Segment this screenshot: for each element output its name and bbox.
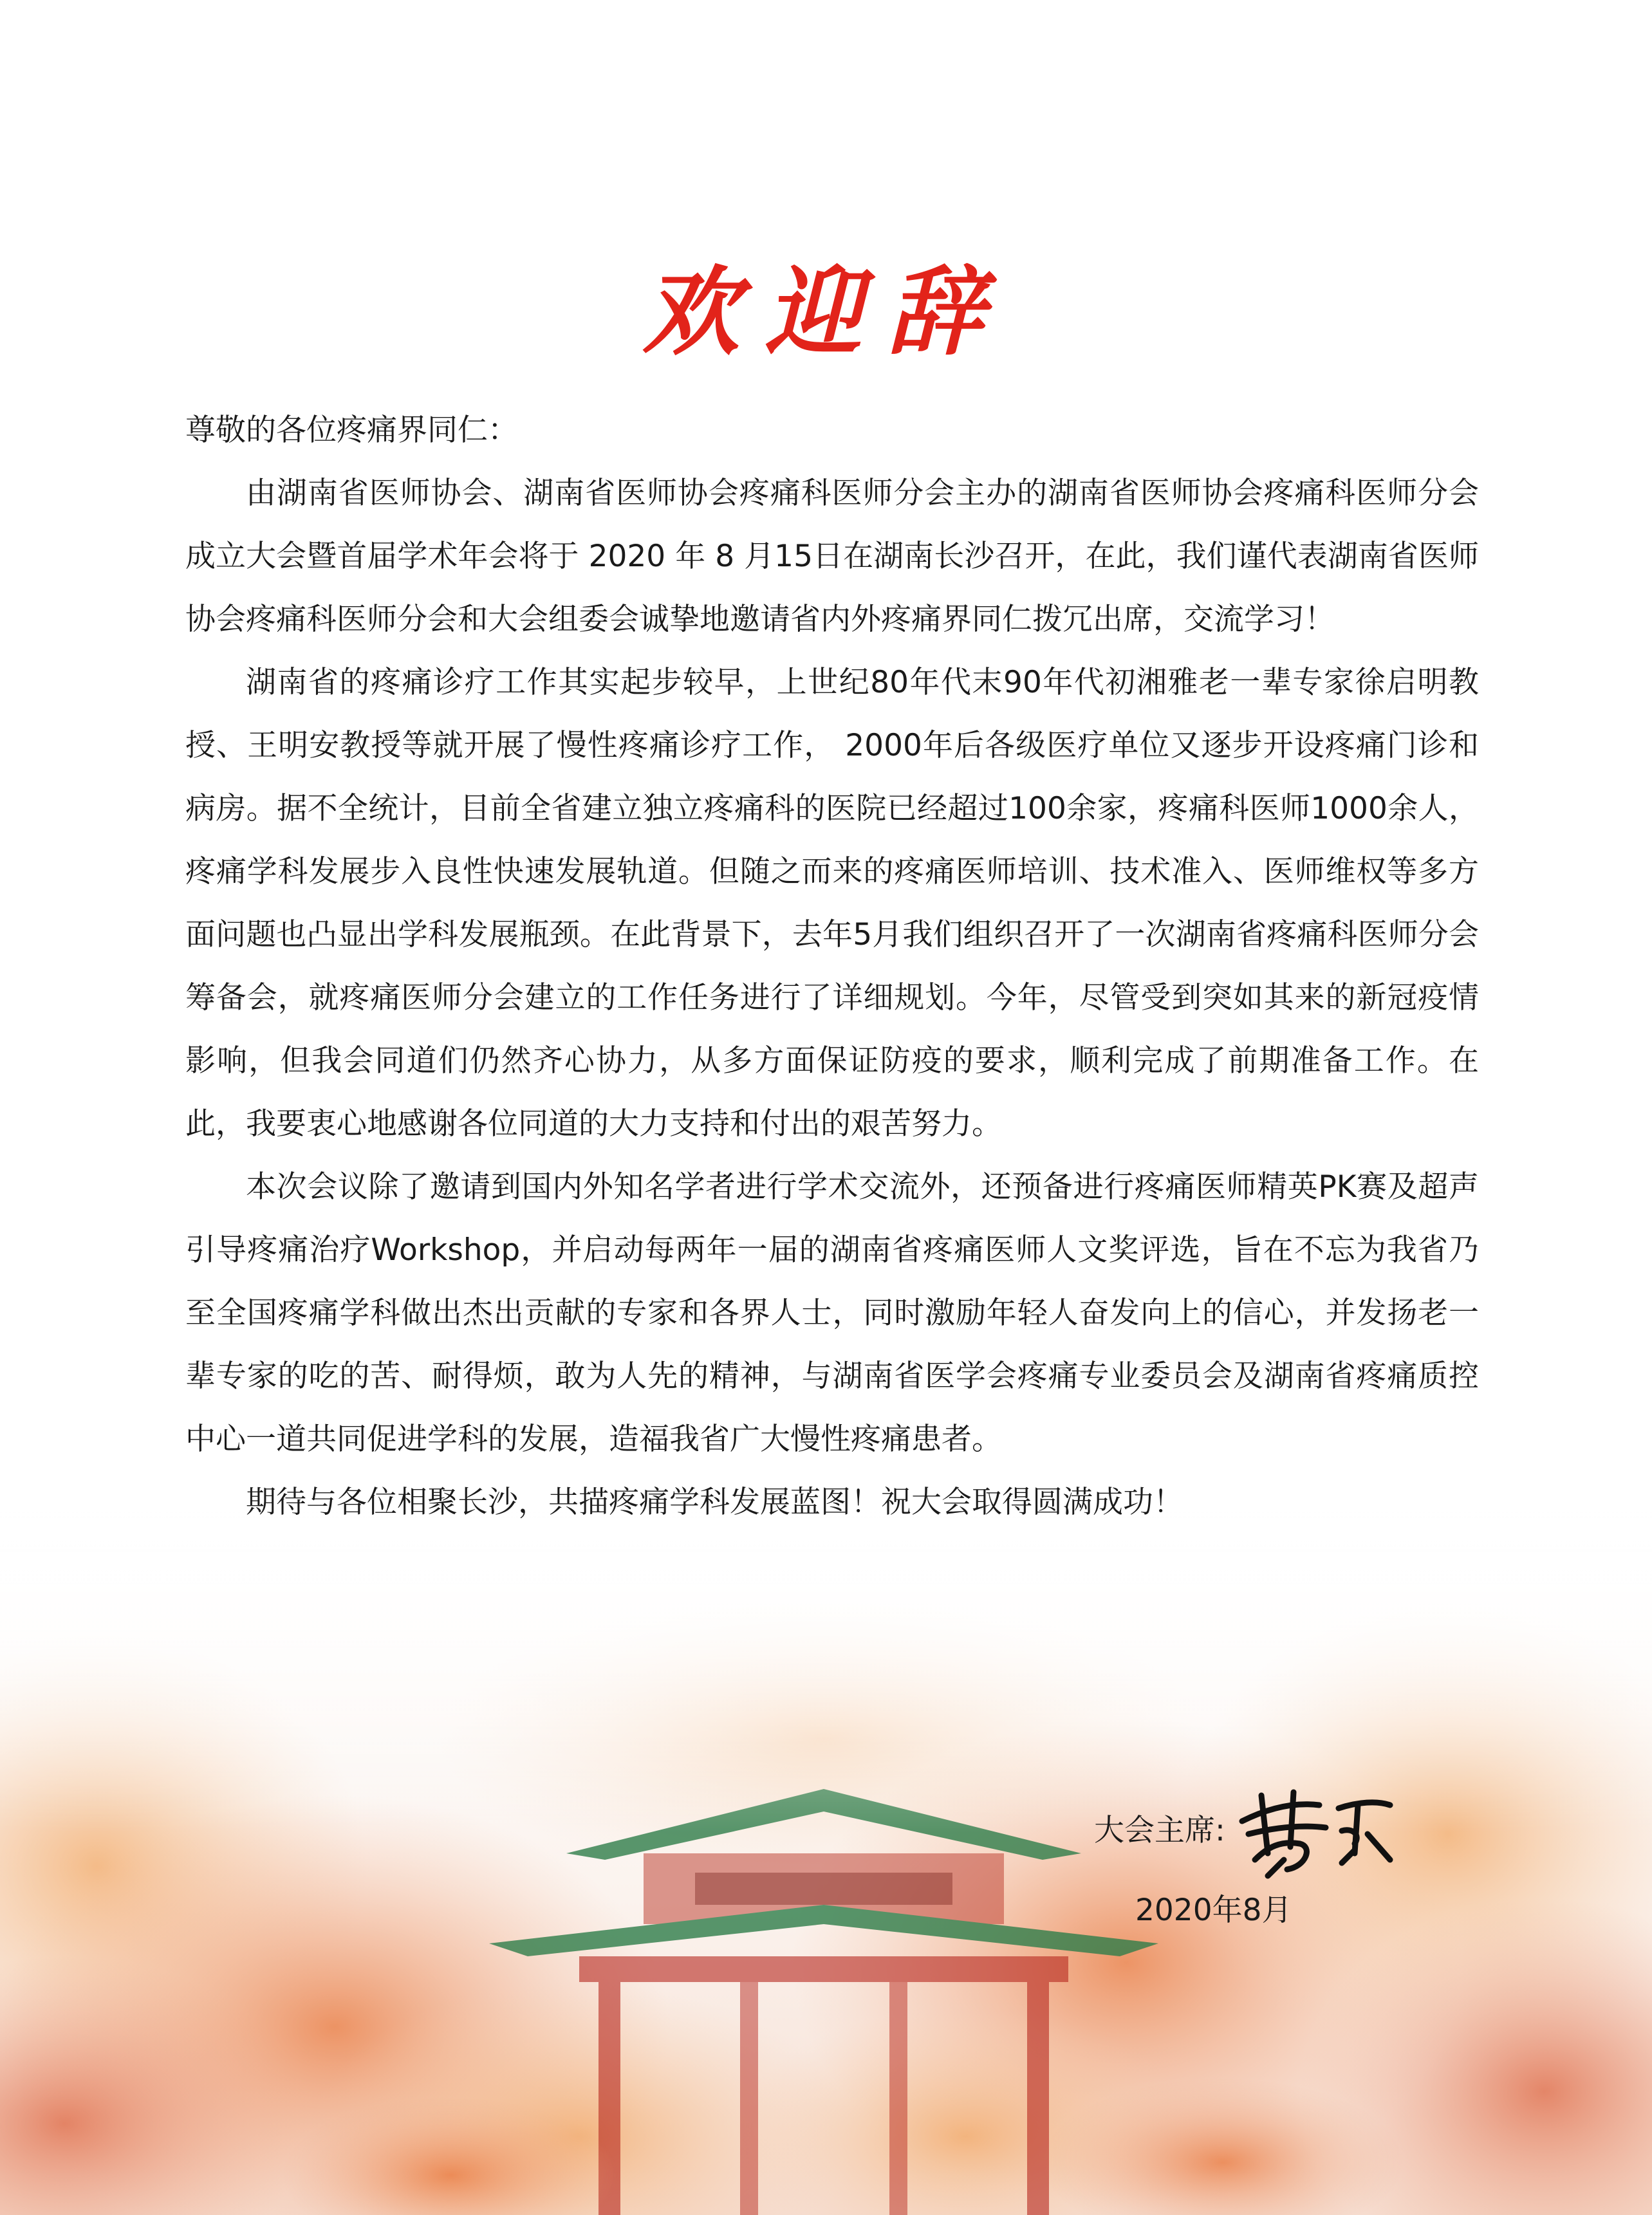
paragraph-closing: 期待与各位相聚长沙，共描疼痛学科发展蓝图！祝大会取得圆满成功！ [246, 1485, 1183, 1520]
letter-date: 2020年8月 [1135, 1893, 1292, 1928]
paragraph-history: 湖南省的疼痛诊疗工作其实起步较早，上世纪80年代末90年代初湘雅老一辈专家徐启明教授、王明安教授等就开展了慢性疼痛诊疗工作， 2000年后各级医疗单位又逐步开设疼痛门诊和病房。据不全统计，目前全省建立独立疼痛科的医院已经超过100余家，疼痛科医师1000余人，疼痛学科发展步入良性快速发展轨道。但随之而来的疼痛医师培训、技术准入、医师维权等多方面问题也凸显出学科发展瓶颈。在此背景下，去年5月我们组织召开了一次湖南省疼痛科医师分会筹备会，就疼痛医师分会建立的工作任务进行了详细规划。今年，尽管受到突如其来的新冠疫情影响，但我会同道们仍然齐心协力，从多方面保证防疫的要求，顺利完成了前期准备工作。在此，我要衷心地感谢各位同道的大力支持和付出的艰苦努力。 [185, 665, 1479, 1142]
salutation: 尊敬的各位疼痛界同仁： [185, 412, 518, 448]
handwritten-signature [1229, 1783, 1403, 1879]
chairman-label: 大会主席: [1094, 1813, 1225, 1848]
paragraph-invitation: 由湖南省医师协会、湖南省医师协会疼痛科医师分会主办的湖南省医师协会疼痛科医师分会成立大会暨首届学术年会将于 2020 年 8 月15日在湖南长沙召开，在此，我们谨代表湖南省医师协会疼痛科医师分会和大会组委会诚挚地邀请省内外疼痛界同仁拨冗出席，交流学习！ [185, 476, 1479, 637]
signature-block [1094, 1783, 1403, 1942]
page-title: 欢迎辞 [642, 255, 1010, 369]
paragraph-program: 本次会议除了邀请到国内外知名学者进行学术交流外，还预备进行疼痛医师精英PK赛及超声引导疼痛治疗Workshop，并启动每两年一届的湖南省疼痛医师人文奖评选，旨在不忘为我省乃至全国疼痛学科做出杰出贡献的专家和各界人士，同时激励年轻人奋发向上的信心，并发扬老一辈专家的吃的苦、耐得烦，敢为人先的精神，与湖南省医学会疼痛专业委员会及湖南省疼痛质控中心一道共同促进学科的发展，造福我省广大慢性疼痛患者。 [185, 1169, 1479, 1457]
letter-body [185, 399, 1479, 1534]
chairman-row [1094, 1783, 1403, 1879]
